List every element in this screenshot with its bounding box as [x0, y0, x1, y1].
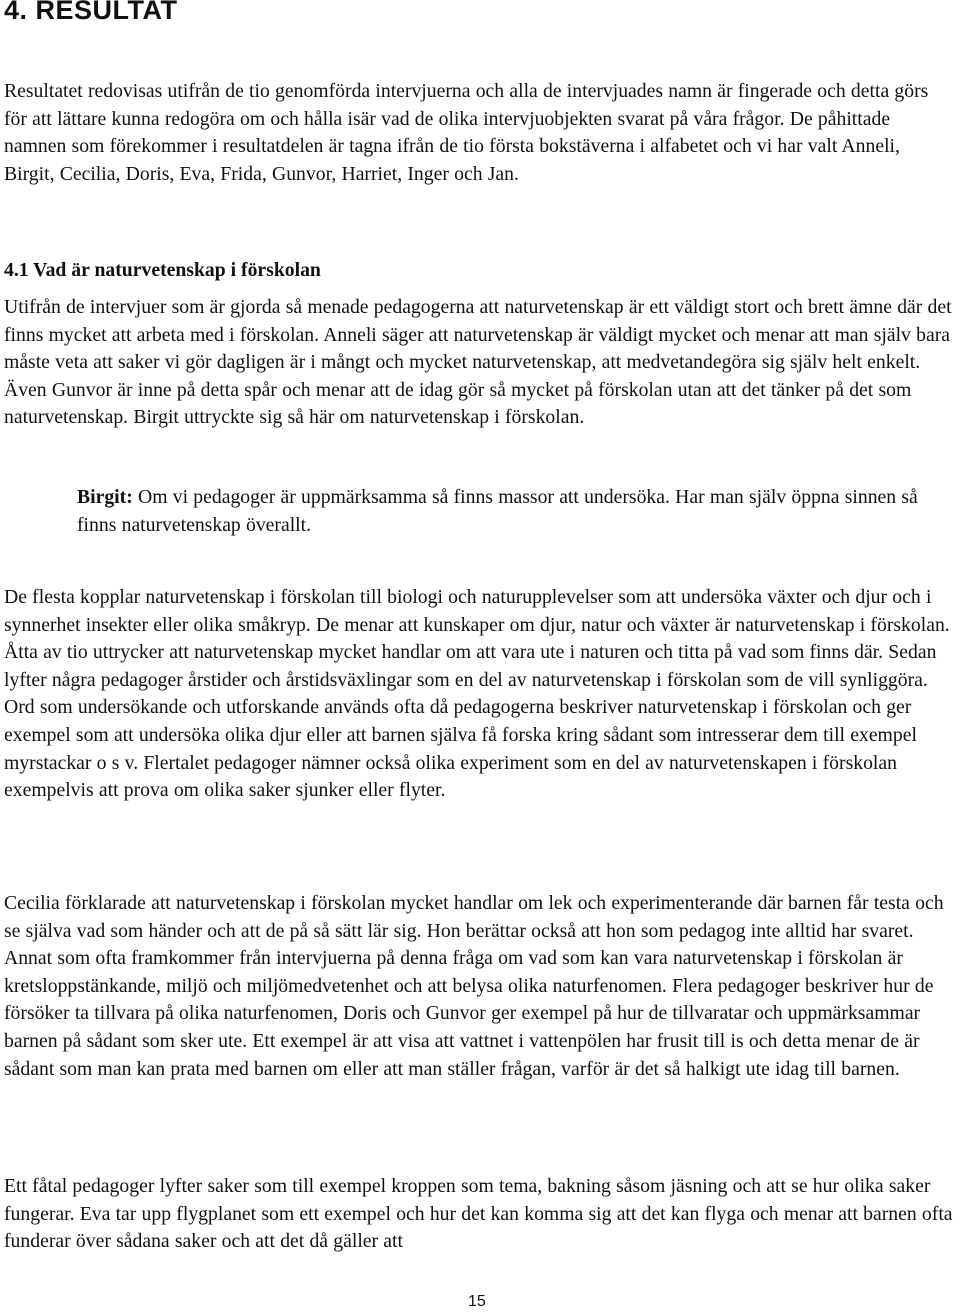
intro-paragraph: Resultatet redovisas utifrån de tio genomförda intervjuerna och alla de intervjuades namn är fingerade och detta görs för att lättare kunna redogöra om och hålla isär vad de olika intervjuobjekten svarat på våra frågor. De påhittade namnen som förekommer i resultatdelen är tagna ifrån de tio första bokstäverna i alfabetet och vi har valt Anneli, Birgit, Cecilia, Doris, Eva, Frida, Gunvor, Harriet, Inger och Jan. — [4, 80, 929, 185]
body-paragraph-2: De flesta kopplar naturvetenskap i förskolan till biologi och naturupplevelser som att undersöka växter och djur och i synnerhet insekter eller olika småkryp. De menar att kunskaper om djur, natur och växter är naturvetenskap i förskolan. Åtta av tio uttrycker att naturvetenskap mycket handlar om att vara ute i naturen och titta på vad som finns där. Sedan lyfter några pedagoger årstider och årstidsväxlingar som en del av naturvetenskap i förskolan som de vill synliggöra. Ord som undersökande och utforskande används ofta då pedagogerna beskriver naturvetenskap i förskolan och ger exempel som att undersöka olika djur eller att barnen själva få forska kring sådant som intresserar dem till exempel myrstackar o s v. Flertalet pedagoger nämner också olika experiment som en del av naturvetenskapen i förskolan exempelvis att prova om olika saker sjunker eller flyter. — [4, 586, 950, 802]
body-paragraph-3: Cecilia förklarade att naturvetenskap i förskolan mycket handlar om lek och experimenterande där barnen får testa och se själva vad som händer och att de på så sätt lär sig. Hon berättar också att hon som pedagog inte alltid har svaret. Annat som ofta framkommer från intervjuerna på denna fråga om vad som kan vara naturvetenskap i förskolan är kretsloppstänkande, miljö och miljömedvetenhet och att belysa olika naturfenomen. Flera pedagoger beskriver hur de försöker ta tillvara på olika naturfenomen, Doris och Gunvor ger exempel på hur de tillvaratar och uppmärksammar barnen på sådant som sker ute. Ett exempel är att visa att vattnet i vattenpölen har frusit till is och detta menar de är sådant som man kan prata med barnen om eller att man ställer frågan, varför är det så halkigt ute idag till barnen. — [4, 892, 944, 1080]
body-paragraph-4: Ett fåtal pedagoger lyfter saker som till exempel kroppen som tema, bakning såsom jäsning och att se hur olika saker fungerar. Eva tar upp flygplanet som ett exempel och hur det kan komma sig att det kan flyga och menar att barnen ofta funderar över sådana saker och att det då gäller att — [4, 1175, 953, 1253]
quote-speaker: Birgit: — [77, 486, 133, 508]
page-number: 15 — [468, 1293, 486, 1310]
chapter-heading: 4. RESULTAT — [4, 0, 178, 25]
interview-quote — [77, 484, 957, 539]
quote-text: Om vi pedagoger är uppmärksamma så finns massor att undersöka. Har man själv öppna sinnen så finns naturvetenskap överallt. — [77, 486, 918, 536]
section-heading: 4.1 Vad är naturvetenskap i förskolan — [4, 259, 321, 281]
body-paragraph-1: Utifrån de intervjuer som är gjorda så menade pedagogerna att naturvetenskap är ett väldigt stort och brett ämne där det finns mycket att arbeta med i förskolan. Anneli säger att naturvetenskap är väldigt mycket och menar att man själv bara måste veta att saker vi gör dagligen är i mångt och mycket naturvetenskap, att medvetandegöra sig själv helt enkelt. Även Gunvor är inne på detta spår och menar att de idag gör så mycket på förskolan utan att det tänker på det som naturvetenskap. Birgit uttryckte sig så här om naturvetenskap i förskolan. — [4, 296, 952, 429]
